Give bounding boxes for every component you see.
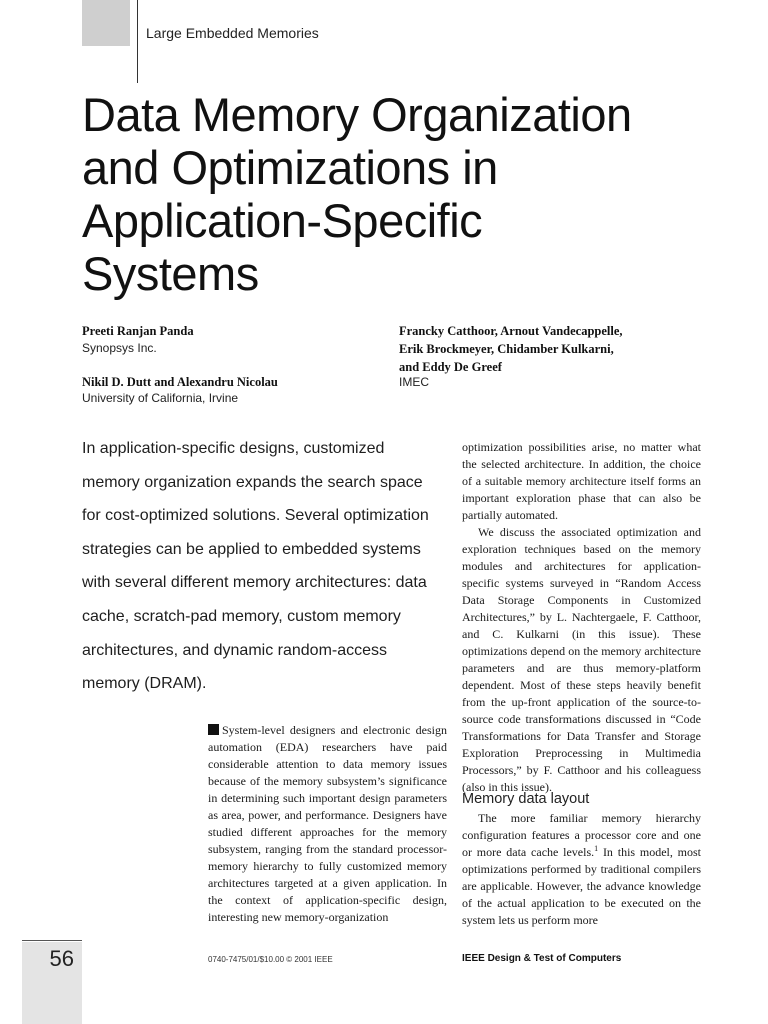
author-affiliation: University of California, Irvine: [82, 391, 239, 405]
title-line: Application-Specific: [82, 194, 483, 247]
abstract: In application-specific designs, customized memory organization expands the search space for cost-optimized solutions. Several optimization strategies can be applied to embedded systems with several different memory architectures: data cache, scratch-pad memory, custom memory architectures, and dynamic random-access memory (DRAM).: [82, 440, 429, 693]
body-paragraph: System-level designers and electronic design automation (EDA) researchers have paid considerable attention to data memory issues because of the memory subsystem’s significance in determining such important design parameters as area, power, and performance. Designers have studied different approaches for the memory subsystem, ranging from the standard processor-memory hierarchy to fully customized memory architectures targeted at a given application. In the context of application-specific design, interesting new memory-organization: [208, 723, 447, 924]
author-name: Nikil D. Dutt and Alexandru Nicolau: [82, 375, 278, 389]
body-column-right: [462, 439, 701, 796]
body-paragraph: The more familiar memory hierarchy configuration features a processor core and one or more data cache levels.$^1$ In this model, most optimizations performed by traditional compilers are applicable. However, the advance knowledge of the actual application to be executed on the system lets us perform more: [462, 811, 702, 927]
body-column-right-lower: [462, 810, 701, 929]
title-line: Data Memory Organization: [82, 88, 632, 141]
article-title: [82, 88, 722, 300]
reference-superscript: 1: [594, 844, 599, 853]
author-name: Preeti Ranjan Panda: [82, 324, 194, 338]
author-names-imec: Francky Catthoor, Arnout Vandecappelle, Erik Brockmeyer, Chidamber Kulkarni, and Eddy De Greef: [399, 324, 623, 374]
footer-divider-line: [22, 940, 82, 941]
body-column-middle: [208, 722, 447, 926]
section-label: Large Embedded Memories: [146, 25, 319, 41]
body-paragraph: We discuss the associated optimization and exploration techniques based on the memory modules and architectures for application-specific systems surveyed in “Random Access Data Storage Components in Customized Architectures,” by L. Nachtergaele, F. Catthoor, and C. Kulkarni (in this issue). These optimizations depend on the memory architecture parameters and are thus memory-platform dependent. Most of these steps heavily benefit from the up-front application of the source-to-source code transformations discussed in “Code Transformations for Data Transfer and Storage Exploration Preprocessing in Multimedia Processors,” by F. Catthoor and his colleaguess (also in this issue).: [462, 525, 701, 794]
subheading-memory-data-layout: Memory data layout: [462, 791, 590, 807]
footer-journal-name: IEEE Design & Test of Computers: [462, 953, 622, 964]
section-start-square-icon: [208, 724, 219, 735]
page-number: 56: [49, 946, 74, 971]
header-gray-block: [82, 0, 130, 46]
body-paragraph: optimization possibilities arise, no matter what the selected architecture. In addition, the choice of a suitable memory architecture itself forms an important exploration phase that can also be partially automated.: [462, 440, 701, 522]
author-affiliation: IMEC: [399, 375, 429, 389]
title-line: and Optimizations in: [82, 141, 498, 194]
author-affiliation: Synopsys Inc.: [82, 341, 157, 355]
footer-copyright-code: 0740-7475/01/$10.00 © 2001 IEEE: [208, 955, 333, 964]
header-divider-line: [137, 0, 138, 83]
title-line: Systems: [82, 247, 259, 300]
